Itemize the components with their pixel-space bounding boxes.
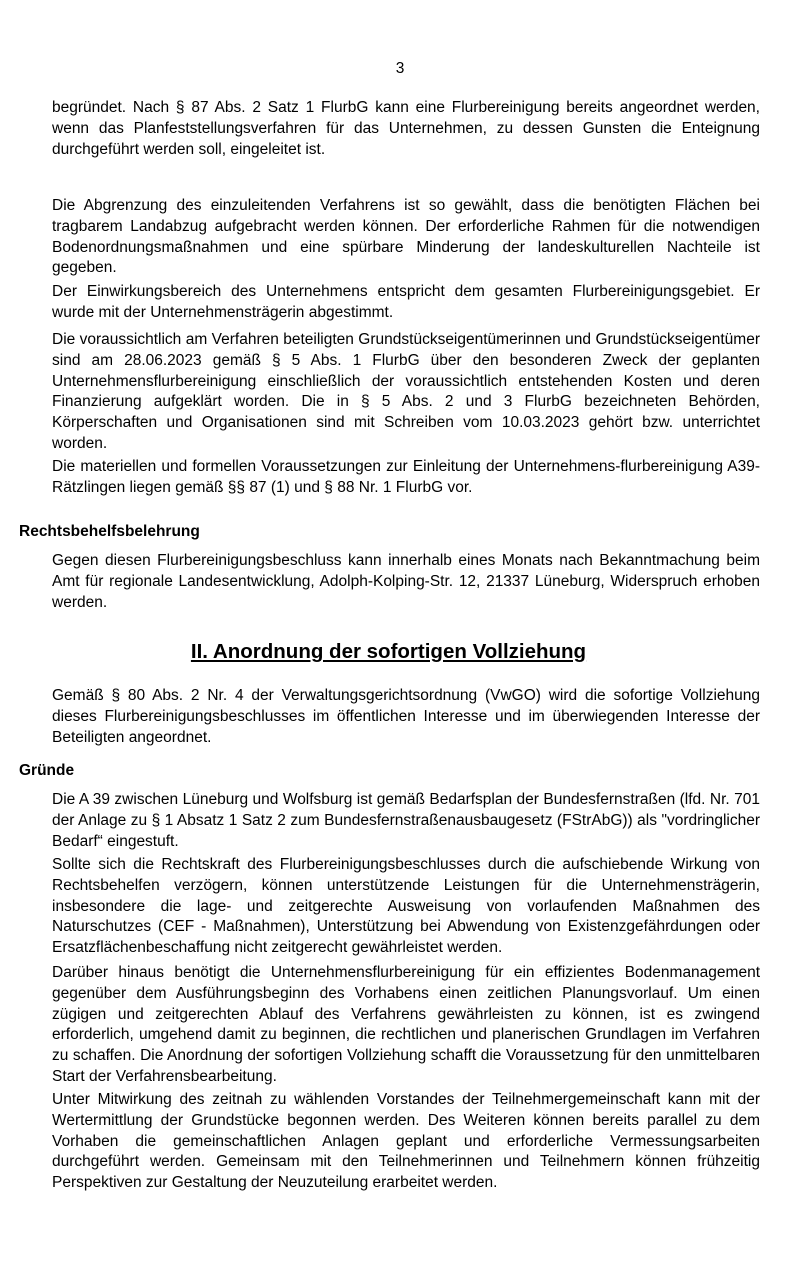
paragraph-voraussetzungen: Die materiellen und formellen Voraussetzungen zur Einleitung der Unternehmens-flurbereinigung A39-Rätzlingen liegen gemäß §§ 87 (1) und § 88 Nr. 1 FlurbG vor. [52,458,760,496]
paragraph-abgrenzung: Die Abgrenzung des einzuleitenden Verfahrens ist so gewählt, dass die benötigten Flächen bei tragbarem Landabzug aufgebracht werden können. Der erforderliche Rahmen für die notwendigen Bodenordnungsmaßnahmen und eine spürbare Minderung der landeskulturellen Nachteile ist gegeben. [52,197,760,277]
paragraph-gruende-a39: Die A 39 zwischen Lüneburg und Wolfsburg ist gemäß Bedarfsplan der Bundesfernstraßen (lfd. Nr. 701 der Anlage zu § 1 Absatz 1 Satz 2 zum Bundesfernstraßenausbaugesetz (FStrAbG)) als "vordringlicher Bedarf“ eingestuft. [52,791,760,850]
heading-gruende: Gründe [19,762,75,779]
paragraph-rechtsbehelf: Gegen diesen Flurbereinigungsbeschluss kann innerhalb eines Monats nach Bekanntmachung beim Amt für regionale Landesentwicklung, Adolph-Kolping-Str. 12, 21337 Lüneburg, Widerspruch erhoben werden. [52,552,760,611]
paragraph-begruendung: begründet. Nach § 87 Abs. 2 Satz 1 FlurbG kann eine Flurbereinigung bereits angeordnet werden, wenn das Planfeststellungsverfahren für das Unternehmen, zu dessen Gunsten die Enteignung durchgeführt werden soll, eingeleitet ist. [52,99,760,158]
heading-rechtsbehelfsbelehrung: Rechtsbehelfsbelehrung [19,523,200,540]
paragraph-aufklaerung: Die voraussichtlich am Verfahren beteiligten Grundstückseigentümerinnen und Grundstückseigentümer sind am 28.06.2023 gemäß § 5 Abs. 1 FlurbG über den besonderen Zweck der geplanten Unternehmensflurbereinigung einschließlich der voraussichtlich entstehenden Kosten und deren Finanzierung aufgeklärt worden. Die in § 5 Abs. 2 und 3 FlurbG bezeichneten Behörden, Körperschaften und Organisationen sind mit Schreiben vom 10.03.2023 gehört bzw. unterrichtet worden. [52,331,760,452]
paragraph-gruende-rechtskraft: Sollte sich die Rechtskraft des Flurbereinigungsbeschlusses durch die aufschiebende Wirkung von Rechtsbehelfen verzögern, können unterstützende Leistungen für die Unternehmensträgerin, insbesondere die lage- und zeitgerechte Ausweisung von vorlaufenden Maßnahmen des Naturschutzes (CEF - Maßnahmen), Unterstützung bei Abwendung von Existenzgefährdungen oder Ersatzflächenbeschaffung nicht zeitgerecht gewährleistet werden. [52,856,760,957]
paragraph-einwirkungsbereich: Der Einwirkungsbereich des Unternehmens entspricht dem gesamten Flurbereinigungsgebiet. Er wurde mit der Unternehmensträgerin abgestimmt. [52,283,760,321]
paragraph-gruende-mitwirkung: Unter Mitwirkung des zeitnah zu wählenden Vorstandes der Teilnehmergemeinschaft kann mit der Wertermittlung der Grundstücke begonnen werden. Des Weiteren können bereits parallel zu dem Vorhaben die gemeinschaftlichen Anlagen geplant und erforderliche Vermessungsarbeiten durchgeführt werden. Gemeinsam mit den Teilnehmerinnen und Teilnehmern können frühzeitig Perspektiven zur Gestaltung der Neuzuteilung erarbeitet werden. [52,1091,760,1192]
section-title: II. Anordnung der sofortigen Vollziehung [190,640,587,663]
page-number: 3 [395,60,405,77]
paragraph-gruende-bodenmanagement: Darüber hinaus benötigt die Unternehmensflurbereinigung für ein effizientes Bodenmanagement gegenüber dem Ausführungsbeginn des Vorhabens einen zeitlichen Planungsvorlauf. Um einen zügigen und zeitgerechten Ablauf des Verfahrens gewährleisten zu können, ist es zwingend erforderlich, umgehend damit zu beginnen, die rechtlichen und planerischen Grundlagen im Verfahren zu schaffen. Die Anordnung der sofortigen Vollziehung schafft die Voraussetzung für den unmittelbaren Start der Verfahrensbearbeitung. [52,964,760,1085]
paragraph-anordnung: Gemäß § 80 Abs. 2 Nr. 4 der Verwaltungsgerichtsordnung (VwGO) wird die sofortige Vollziehung dieses Flurbereinigungsbeschlusses im öffentlichen Interesse und im überwiegenden Interesse der Beteiligten angeordnet. [52,687,760,746]
